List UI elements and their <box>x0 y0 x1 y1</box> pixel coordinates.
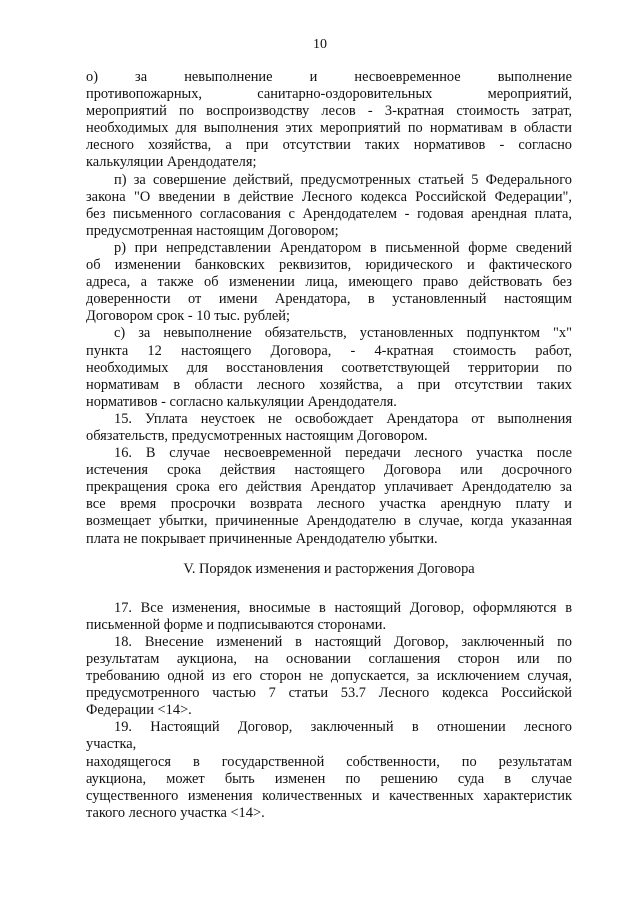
text-line: мероприятий по воспроизводству лесов - 3-кратная стоимость затрат, <box>86 103 572 120</box>
text-line: письменной форме и подписываются сторонами. <box>86 616 387 633</box>
text-line: такого лесного участка <14>. <box>86 804 265 821</box>
text-line: предусмотренная настоящим Договором; <box>86 222 339 239</box>
text-line: обязательств, предусмотренных настоящим Договором. <box>86 427 428 444</box>
text-line: 19. Настоящий Договор, заключенный в отношении лесного <box>114 719 572 736</box>
text-line: закона "О введении в действие Лесного кодекса Российской Федерации", <box>86 188 572 205</box>
text-line: предусмотренного частью 7 статьи 53.7 Лесного кодекса Российской <box>86 685 572 702</box>
text-line: адреса, а также об изменении лица, имеющего право действовать без <box>86 274 572 291</box>
spacer <box>86 548 572 554</box>
text-line: аукциона, может быть изменен по решению суда в случае <box>86 770 572 787</box>
text-line: находящегося в государственной собственности, по результатам <box>86 753 572 770</box>
text-line: без письменного согласования с Арендодателем - годовая арендная плата, <box>86 205 572 222</box>
text-line: участка, <box>86 736 137 753</box>
text-line: 17. Все изменения, вносимые в настоящий Договор, оформляются в <box>114 599 572 616</box>
text-line: нормативам в области лесного хозяйства, а при отсутствии таких <box>86 376 572 393</box>
section-heading: V. Порядок изменения и расторжения Договора <box>183 560 475 577</box>
text-line: плата не покрывает причиненные Арендодателю убытки. <box>86 530 438 547</box>
text-line: необходимых для восстановления соответствующей территории по <box>86 359 572 376</box>
text-line: с) за невыполнение обязательств, установленных подпунктом "х" <box>114 325 572 342</box>
text-line: противопожарных, санитарно-оздоровительных мероприятий, <box>86 86 572 103</box>
text-line: требованию одной из его сторон не допускается, за исключением случая, <box>86 668 572 685</box>
text-line: пункта 12 настоящего Договора, - 4-кратная стоимость работ, <box>86 342 572 359</box>
text-line: истечения срока действия настоящего Договора или досрочного <box>86 462 572 479</box>
page-number: 10 <box>313 37 327 52</box>
text-line: р) при непредставлении Арендатором в письменной форме сведений <box>114 239 572 256</box>
text-line: необходимых для выполнения этих мероприятий по нормативам в области <box>86 120 572 137</box>
text-line: п) за совершение действий, предусмотренных статьей 5 Федерального <box>114 171 572 188</box>
text-line: калькуляции Арендодателя; <box>86 154 257 171</box>
text-line: все время просрочки возврата лесного участка арендную плату и <box>86 496 572 513</box>
text-line: существенного изменения количественных и качественных характеристик <box>86 787 572 804</box>
text-line: Федерации <14>. <box>86 702 192 719</box>
text-line: нормативов - согласно калькуляции Арендодателя. <box>86 393 397 410</box>
text-line: возмещает убытки, причиненные Арендодателю в случае, когда указанная <box>86 513 572 530</box>
text-line: лесного хозяйства, а при отсутствии таких нормативов - согласно <box>86 137 572 154</box>
text-line: доверенности от имени Арендатора, в установленный настоящим <box>86 291 572 308</box>
text-line: об изменении банковских реквизитов, юридического и фактического <box>86 257 572 274</box>
text-line: о) за невыполнение и несвоевременное выполнение <box>86 69 572 85</box>
text-line: прекращения срока его действия Арендатор уплачивает Арендодателю за <box>86 479 572 496</box>
document-body <box>86 69 572 822</box>
text-line: Договором срок - 10 тыс. рублей; <box>86 308 290 325</box>
text-line: 16. В случае несвоевременной передачи лесного участка после <box>114 445 572 462</box>
text-line: результатам аукциона, на основании соглашения сторон или по <box>86 651 572 667</box>
text-line: 15. Уплата неустоек не освобождает Арендатора от выполнения <box>114 410 572 427</box>
text-line: 18. Внесение изменений в настоящий Договор, заключенный по <box>114 633 572 650</box>
